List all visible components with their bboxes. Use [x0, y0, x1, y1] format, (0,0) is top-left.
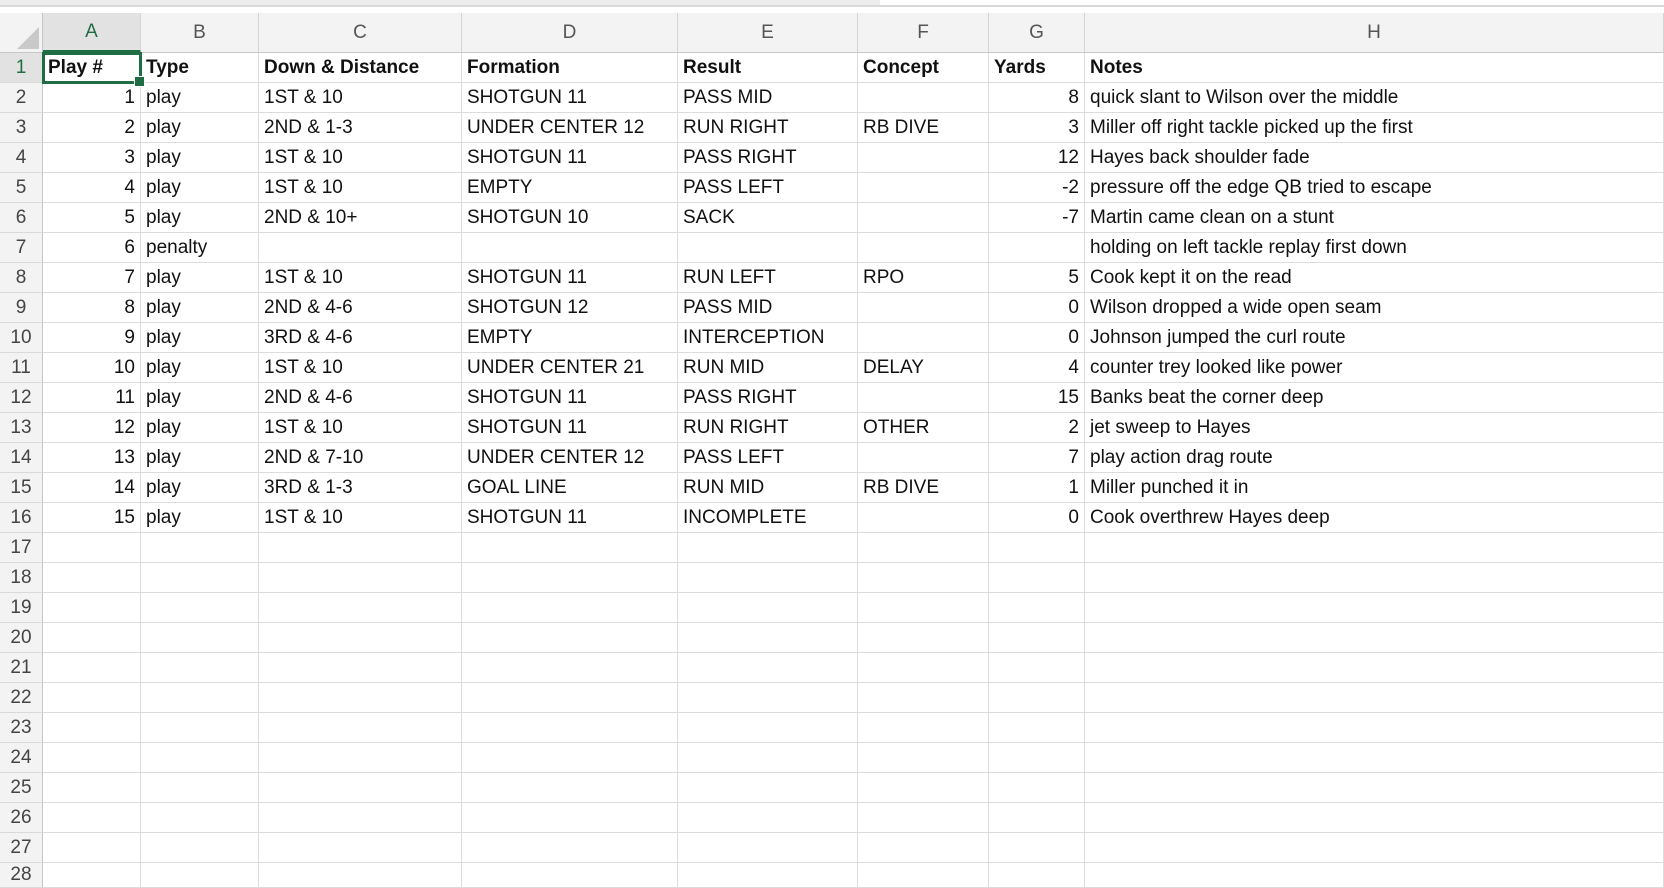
cell-h7[interactable]: holding on left tackle replay first down [1085, 233, 1664, 263]
row-header-27[interactable]: 27 [0, 833, 43, 863]
cell-f13[interactable]: OTHER [858, 413, 989, 443]
cell-b12[interactable]: play [141, 383, 259, 413]
cell-c25[interactable] [259, 773, 462, 803]
cell-b17[interactable] [141, 533, 259, 563]
cell-d26[interactable] [462, 803, 678, 833]
cell-h21[interactable] [1085, 653, 1664, 683]
cell-a25[interactable] [43, 773, 141, 803]
cell-g12[interactable]: 15 [989, 383, 1085, 413]
cell-h28[interactable] [1085, 863, 1664, 888]
cell-e24[interactable] [678, 743, 858, 773]
cell-b21[interactable] [141, 653, 259, 683]
cell-f8[interactable]: RPO [858, 263, 989, 293]
cell-e16[interactable]: INCOMPLETE [678, 503, 858, 533]
cell-e14[interactable]: PASS LEFT [678, 443, 858, 473]
column-header-c[interactable]: C [259, 13, 462, 53]
cell-e8[interactable]: RUN LEFT [678, 263, 858, 293]
cell-b14[interactable]: play [141, 443, 259, 473]
cell-d5[interactable]: EMPTY [462, 173, 678, 203]
cell-h11[interactable]: counter trey looked like power [1085, 353, 1664, 383]
cell-c20[interactable] [259, 623, 462, 653]
cell-b28[interactable] [141, 863, 259, 888]
cell-a17[interactable] [43, 533, 141, 563]
cell-g23[interactable] [989, 713, 1085, 743]
cell-a3[interactable]: 2 [43, 113, 141, 143]
cell-d10[interactable]: EMPTY [462, 323, 678, 353]
cell-g28[interactable] [989, 863, 1085, 888]
cell-d12[interactable]: SHOTGUN 11 [462, 383, 678, 413]
cell-a9[interactable]: 8 [43, 293, 141, 323]
cell-c15[interactable]: 3RD & 1-3 [259, 473, 462, 503]
cell-g3[interactable]: 3 [989, 113, 1085, 143]
cell-g9[interactable]: 0 [989, 293, 1085, 323]
row-header-7[interactable]: 7 [0, 233, 43, 263]
cell-b9[interactable]: play [141, 293, 259, 323]
cell-b11[interactable]: play [141, 353, 259, 383]
cell-e18[interactable] [678, 563, 858, 593]
cell-h13[interactable]: jet sweep to Hayes [1085, 413, 1664, 443]
cell-g8[interactable]: 5 [989, 263, 1085, 293]
cell-b23[interactable] [141, 713, 259, 743]
cell-g25[interactable] [989, 773, 1085, 803]
cell-e25[interactable] [678, 773, 858, 803]
cell-g1[interactable]: Yards [989, 53, 1085, 83]
cell-e6[interactable]: SACK [678, 203, 858, 233]
cell-h5[interactable]: pressure off the edge QB tried to escape [1085, 173, 1664, 203]
row-header-8[interactable]: 8 [0, 263, 43, 293]
cell-d25[interactable] [462, 773, 678, 803]
row-header-9[interactable]: 9 [0, 293, 43, 323]
cell-f1[interactable]: Concept [858, 53, 989, 83]
cell-b18[interactable] [141, 563, 259, 593]
cell-d23[interactable] [462, 713, 678, 743]
cell-f3[interactable]: RB DIVE [858, 113, 989, 143]
cell-a8[interactable]: 7 [43, 263, 141, 293]
cell-f25[interactable] [858, 773, 989, 803]
cell-a19[interactable] [43, 593, 141, 623]
cell-d11[interactable]: UNDER CENTER 21 [462, 353, 678, 383]
cell-e4[interactable]: PASS RIGHT [678, 143, 858, 173]
cell-a6[interactable]: 5 [43, 203, 141, 233]
cell-d15[interactable]: GOAL LINE [462, 473, 678, 503]
row-header-19[interactable]: 19 [0, 593, 43, 623]
row-header-26[interactable]: 26 [0, 803, 43, 833]
cell-c16[interactable]: 1ST & 10 [259, 503, 462, 533]
cell-e21[interactable] [678, 653, 858, 683]
row-header-4[interactable]: 4 [0, 143, 43, 173]
column-header-e[interactable]: E [678, 13, 858, 53]
cell-b6[interactable]: play [141, 203, 259, 233]
cell-h2[interactable]: quick slant to Wilson over the middle [1085, 83, 1664, 113]
spreadsheet-grid[interactable] [0, 13, 1664, 888]
column-header-d[interactable]: D [462, 13, 678, 53]
cell-a21[interactable] [43, 653, 141, 683]
cell-d6[interactable]: SHOTGUN 10 [462, 203, 678, 233]
cell-c8[interactable]: 1ST & 10 [259, 263, 462, 293]
cell-h12[interactable]: Banks beat the corner deep [1085, 383, 1664, 413]
cell-h10[interactable]: Johnson jumped the curl route [1085, 323, 1664, 353]
cell-h20[interactable] [1085, 623, 1664, 653]
column-header-f[interactable]: F [858, 13, 989, 53]
cell-d17[interactable] [462, 533, 678, 563]
cell-a20[interactable] [43, 623, 141, 653]
cell-h16[interactable]: Cook overthrew Hayes deep [1085, 503, 1664, 533]
cell-d8[interactable]: SHOTGUN 11 [462, 263, 678, 293]
cell-f6[interactable] [858, 203, 989, 233]
cell-a24[interactable] [43, 743, 141, 773]
cell-f4[interactable] [858, 143, 989, 173]
cell-d24[interactable] [462, 743, 678, 773]
cell-c6[interactable]: 2ND & 10+ [259, 203, 462, 233]
cell-d20[interactable] [462, 623, 678, 653]
cell-c2[interactable]: 1ST & 10 [259, 83, 462, 113]
cell-b19[interactable] [141, 593, 259, 623]
row-header-15[interactable]: 15 [0, 473, 43, 503]
cell-g24[interactable] [989, 743, 1085, 773]
cell-g19[interactable] [989, 593, 1085, 623]
row-header-24[interactable]: 24 [0, 743, 43, 773]
cell-f26[interactable] [858, 803, 989, 833]
cell-c11[interactable]: 1ST & 10 [259, 353, 462, 383]
cell-f27[interactable] [858, 833, 989, 863]
cell-a18[interactable] [43, 563, 141, 593]
cell-g5[interactable]: -2 [989, 173, 1085, 203]
cell-g27[interactable] [989, 833, 1085, 863]
cell-c19[interactable] [259, 593, 462, 623]
cell-h14[interactable]: play action drag route [1085, 443, 1664, 473]
cell-f10[interactable] [858, 323, 989, 353]
cell-f2[interactable] [858, 83, 989, 113]
cell-c9[interactable]: 2ND & 4-6 [259, 293, 462, 323]
cell-g13[interactable]: 2 [989, 413, 1085, 443]
cell-f5[interactable] [858, 173, 989, 203]
cell-a13[interactable]: 12 [43, 413, 141, 443]
cell-b26[interactable] [141, 803, 259, 833]
cell-f23[interactable] [858, 713, 989, 743]
cell-g16[interactable]: 0 [989, 503, 1085, 533]
cell-e3[interactable]: RUN RIGHT [678, 113, 858, 143]
cell-g22[interactable] [989, 683, 1085, 713]
cell-h3[interactable]: Miller off right tackle picked up the first [1085, 113, 1664, 143]
cell-c5[interactable]: 1ST & 10 [259, 173, 462, 203]
row-header-16[interactable]: 16 [0, 503, 43, 533]
cell-e5[interactable]: PASS LEFT [678, 173, 858, 203]
cell-a10[interactable]: 9 [43, 323, 141, 353]
cell-g20[interactable] [989, 623, 1085, 653]
cell-e28[interactable] [678, 863, 858, 888]
row-header-2[interactable]: 2 [0, 83, 43, 113]
cell-f17[interactable] [858, 533, 989, 563]
cell-f21[interactable] [858, 653, 989, 683]
cell-g10[interactable]: 0 [989, 323, 1085, 353]
cell-c22[interactable] [259, 683, 462, 713]
cell-c7[interactable] [259, 233, 462, 263]
cell-a2[interactable]: 1 [43, 83, 141, 113]
formula-bar-divider [0, 5, 1664, 7]
cell-h19[interactable] [1085, 593, 1664, 623]
cell-e22[interactable] [678, 683, 858, 713]
cell-e12[interactable]: PASS RIGHT [678, 383, 858, 413]
cell-b2[interactable]: play [141, 83, 259, 113]
row-header-22[interactable]: 22 [0, 683, 43, 713]
cell-g26[interactable] [989, 803, 1085, 833]
cell-g11[interactable]: 4 [989, 353, 1085, 383]
cell-f24[interactable] [858, 743, 989, 773]
column-header-a[interactable]: A [43, 13, 141, 53]
row-header-1[interactable]: 1 [0, 53, 43, 83]
row-header-3[interactable]: 3 [0, 113, 43, 143]
cell-b24[interactable] [141, 743, 259, 773]
cell-b7[interactable]: penalty [141, 233, 259, 263]
cell-g2[interactable]: 8 [989, 83, 1085, 113]
cell-c28[interactable] [259, 863, 462, 888]
cell-f22[interactable] [858, 683, 989, 713]
cell-b16[interactable]: play [141, 503, 259, 533]
cell-h15[interactable]: Miller punched it in [1085, 473, 1664, 503]
cell-f11[interactable]: DELAY [858, 353, 989, 383]
cell-d3[interactable]: UNDER CENTER 12 [462, 113, 678, 143]
cell-h24[interactable] [1085, 743, 1664, 773]
cell-d27[interactable] [462, 833, 678, 863]
cell-d22[interactable] [462, 683, 678, 713]
cell-g4[interactable]: 12 [989, 143, 1085, 173]
cell-b4[interactable]: play [141, 143, 259, 173]
cell-c1[interactable]: Down & Distance [259, 53, 462, 83]
cell-h9[interactable]: Wilson dropped a wide open seam [1085, 293, 1664, 323]
cell-g21[interactable] [989, 653, 1085, 683]
cell-h26[interactable] [1085, 803, 1664, 833]
cell-c3[interactable]: 2ND & 1-3 [259, 113, 462, 143]
cell-c10[interactable]: 3RD & 4-6 [259, 323, 462, 353]
cell-f15[interactable]: RB DIVE [858, 473, 989, 503]
cell-d19[interactable] [462, 593, 678, 623]
cell-c12[interactable]: 2ND & 4-6 [259, 383, 462, 413]
row-header-21[interactable]: 21 [0, 653, 43, 683]
cell-c4[interactable]: 1ST & 10 [259, 143, 462, 173]
cell-c17[interactable] [259, 533, 462, 563]
cell-f7[interactable] [858, 233, 989, 263]
row-header-23[interactable]: 23 [0, 713, 43, 743]
row-header-25[interactable]: 25 [0, 773, 43, 803]
cell-e2[interactable]: PASS MID [678, 83, 858, 113]
cell-a14[interactable]: 13 [43, 443, 141, 473]
cell-d7[interactable] [462, 233, 678, 263]
row-header-13[interactable]: 13 [0, 413, 43, 443]
cell-c21[interactable] [259, 653, 462, 683]
cell-e10[interactable]: INTERCEPTION [678, 323, 858, 353]
cell-b8[interactable]: play [141, 263, 259, 293]
cell-a23[interactable] [43, 713, 141, 743]
cell-b20[interactable] [141, 623, 259, 653]
cell-g14[interactable]: 7 [989, 443, 1085, 473]
cell-a16[interactable]: 15 [43, 503, 141, 533]
row-header-20[interactable]: 20 [0, 623, 43, 653]
cell-g18[interactable] [989, 563, 1085, 593]
cell-a12[interactable]: 11 [43, 383, 141, 413]
row-header-5[interactable]: 5 [0, 173, 43, 203]
column-header-g[interactable]: G [989, 13, 1085, 53]
cell-f18[interactable] [858, 563, 989, 593]
cell-h23[interactable] [1085, 713, 1664, 743]
cell-b1[interactable]: Type [141, 53, 259, 83]
cell-f28[interactable] [858, 863, 989, 888]
cell-b22[interactable] [141, 683, 259, 713]
cell-a7[interactable]: 6 [43, 233, 141, 263]
cell-e26[interactable] [678, 803, 858, 833]
row-header-10[interactable]: 10 [0, 323, 43, 353]
cell-h18[interactable] [1085, 563, 1664, 593]
cell-h22[interactable] [1085, 683, 1664, 713]
cell-a26[interactable] [43, 803, 141, 833]
row-header-17[interactable]: 17 [0, 533, 43, 563]
cell-f14[interactable] [858, 443, 989, 473]
cell-e7[interactable] [678, 233, 858, 263]
cell-h8[interactable]: Cook kept it on the read [1085, 263, 1664, 293]
cell-g6[interactable]: -7 [989, 203, 1085, 233]
cell-a22[interactable] [43, 683, 141, 713]
row-header-28[interactable]: 28 [0, 863, 43, 888]
cell-c23[interactable] [259, 713, 462, 743]
cell-b10[interactable]: play [141, 323, 259, 353]
cell-a27[interactable] [43, 833, 141, 863]
cell-e15[interactable]: RUN MID [678, 473, 858, 503]
cell-d28[interactable] [462, 863, 678, 888]
cell-d1[interactable]: Formation [462, 53, 678, 83]
cell-f9[interactable] [858, 293, 989, 323]
cell-h4[interactable]: Hayes back shoulder fade [1085, 143, 1664, 173]
cell-a5[interactable]: 4 [43, 173, 141, 203]
cell-f12[interactable] [858, 383, 989, 413]
cell-b27[interactable] [141, 833, 259, 863]
cell-d16[interactable]: SHOTGUN 11 [462, 503, 678, 533]
cell-g15[interactable]: 1 [989, 473, 1085, 503]
column-header-b[interactable]: B [141, 13, 259, 53]
cell-a1[interactable]: Play # [43, 53, 141, 83]
cell-h1[interactable]: Notes [1085, 53, 1664, 83]
cell-d4[interactable]: SHOTGUN 11 [462, 143, 678, 173]
cell-f16[interactable] [858, 503, 989, 533]
cell-a28[interactable] [43, 863, 141, 888]
cell-e19[interactable] [678, 593, 858, 623]
cell-h25[interactable] [1085, 773, 1664, 803]
cell-h27[interactable] [1085, 833, 1664, 863]
cell-e23[interactable] [678, 713, 858, 743]
cell-a4[interactable]: 3 [43, 143, 141, 173]
cell-h6[interactable]: Martin came clean on a stunt [1085, 203, 1664, 233]
cell-b3[interactable]: play [141, 113, 259, 143]
cell-c14[interactable]: 2ND & 7-10 [259, 443, 462, 473]
cell-e11[interactable]: RUN MID [678, 353, 858, 383]
column-header-h[interactable]: H [1085, 13, 1664, 53]
cell-b25[interactable] [141, 773, 259, 803]
cell-e20[interactable] [678, 623, 858, 653]
cell-d2[interactable]: SHOTGUN 11 [462, 83, 678, 113]
row-header-18[interactable]: 18 [0, 563, 43, 593]
cell-e1[interactable]: Result [678, 53, 858, 83]
cell-e27[interactable] [678, 833, 858, 863]
formula-bar-edge [0, 0, 1664, 13]
select-all-corner[interactable] [0, 13, 43, 53]
cell-e9[interactable]: PASS MID [678, 293, 858, 323]
cell-d13[interactable]: SHOTGUN 11 [462, 413, 678, 443]
cell-c27[interactable] [259, 833, 462, 863]
cell-a11[interactable]: 10 [43, 353, 141, 383]
cell-e17[interactable] [678, 533, 858, 563]
cell-d14[interactable]: UNDER CENTER 12 [462, 443, 678, 473]
cell-b5[interactable]: play [141, 173, 259, 203]
row-header-14[interactable]: 14 [0, 443, 43, 473]
row-header-6[interactable]: 6 [0, 203, 43, 233]
cell-g7[interactable] [989, 233, 1085, 263]
cell-d9[interactable]: SHOTGUN 12 [462, 293, 678, 323]
cell-b13[interactable]: play [141, 413, 259, 443]
cell-g17[interactable] [989, 533, 1085, 563]
cell-h17[interactable] [1085, 533, 1664, 563]
cell-c26[interactable] [259, 803, 462, 833]
cell-e13[interactable]: RUN RIGHT [678, 413, 858, 443]
cell-d21[interactable] [462, 653, 678, 683]
cell-a15[interactable]: 14 [43, 473, 141, 503]
cell-d18[interactable] [462, 563, 678, 593]
row-header-11[interactable]: 11 [0, 353, 43, 383]
cell-f19[interactable] [858, 593, 989, 623]
cell-c24[interactable] [259, 743, 462, 773]
cell-f20[interactable] [858, 623, 989, 653]
cell-c18[interactable] [259, 563, 462, 593]
cell-c13[interactable]: 1ST & 10 [259, 413, 462, 443]
cell-b15[interactable]: play [141, 473, 259, 503]
row-header-12[interactable]: 12 [0, 383, 43, 413]
